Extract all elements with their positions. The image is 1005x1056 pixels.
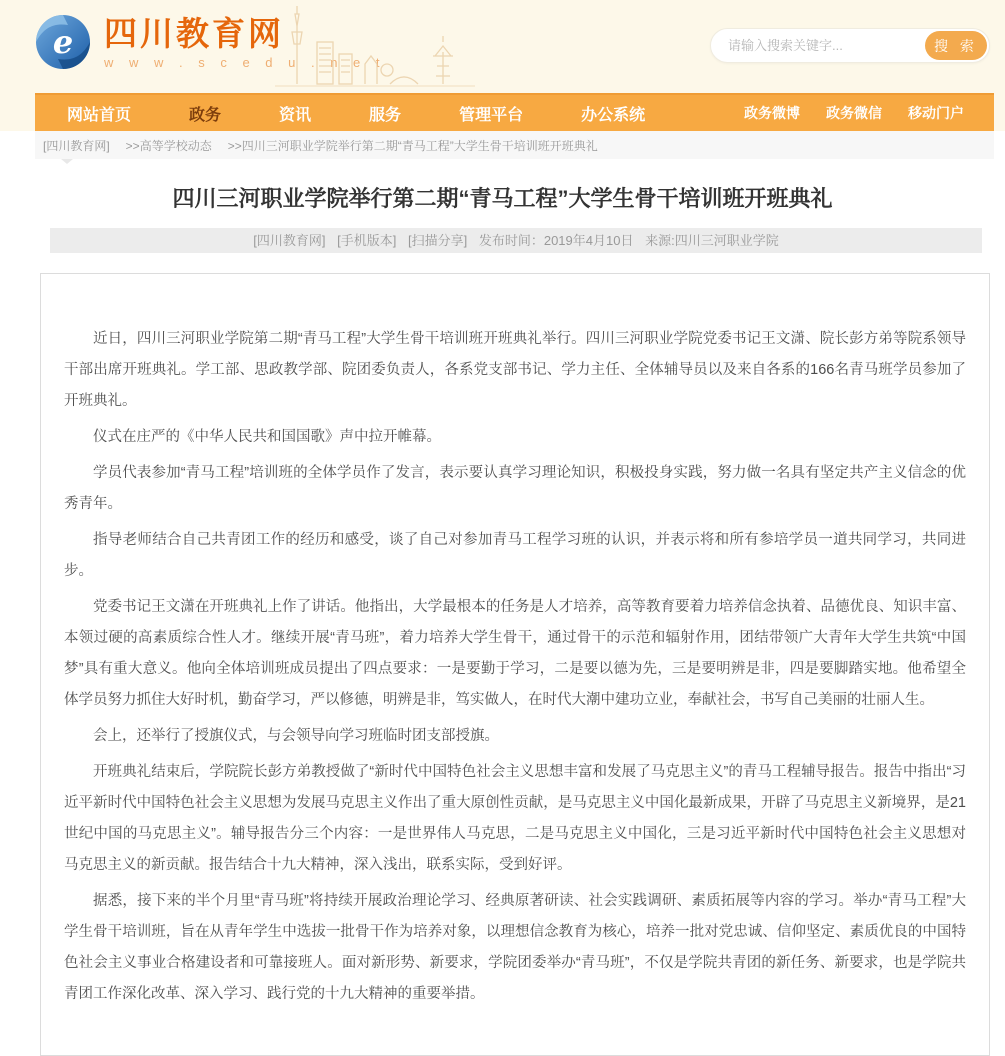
meta-scan-share-link[interactable]: [扫描分享] [407, 233, 468, 248]
breadcrumb-current: >>四川三河职业学院举行第二期“青马工程”大学生骨干培训班开班典礼 [227, 138, 598, 153]
article-paragraph: 指导老师结合自己共青团工作的经历和感受，谈了自己对参加青马工程学习班的认识，并表示将和所有参培学员一道共同学习，共同进步。 [64, 532, 966, 579]
meta-publish-time: 发布时间：2019年4月10日 [478, 233, 634, 248]
article-paragraph: 据悉，接下来的半个月里“青马班”将持续开展政治理论学习、经典原著研读、社会实践调研、素质拓展等内容的学习。举办“青马工程”大学生骨干培训班，旨在从青年学生中选拔一批骨干作为培养对象，以理想信念教育为核心，培养一批对党忠诚、信仰坚定、素质优良的中国特色社会主义事业合格建设者和可靠接班人。面对新形势、新要求，学院团委举办“青马班”，不仅是学院共青团的新任务、新要求，也是学院共青团工作深化改革、深入学习、践行党的十九大精神的重要举措。 [64, 893, 966, 1002]
nav-item-government[interactable]: 政务 [189, 106, 222, 124]
article-paragraph: 学员代表参加“青马工程”培训班的全体学员作了发言，表示要认真学习理论知识，积极投身实践，努力做一名具有坚定共产主义信念的优秀青年。 [64, 465, 966, 512]
nav-item-gov-wechat[interactable]: 政务微信 [826, 105, 882, 121]
article-paragraph: 开班典礼结束后，学院院长彭方弟教授做了“新时代中国特色社会主义思想丰富和发展了马克思主义”的青马工程辅导报告。报告中指出“习近平新时代中国特色社会主义思想为发展马克思主义作出了重大原创性贡献，是马克思主义中国化最新成果，开辟了马克思主义新境界，是21世纪中国的马克思主义”。辅导报告分三个内容：一是世界伟人马克思，二是马克思主义中国化，三是习近平新时代中国特色社会主义思想对马克思主义的新贡献。报告结合十九大精神，深入浅出，联系实际，受到好评。 [64, 764, 966, 873]
logo-swirl-icon [34, 13, 92, 71]
nav-item-office-system[interactable]: 办公系统 [581, 106, 646, 124]
nav-item-news[interactable]: 资讯 [279, 106, 312, 124]
city-skyline-art [275, 4, 475, 89]
article-paragraph: 近日，四川三河职业学院第二期“青马工程”大学生骨干培训班开班典礼举行。四川三河职业学院党委书记王文潇、院长彭方弟等院系领导干部出席开班典礼。学工部、思政教学部、院团委负责人，各系党支部书记、学力主任、全体辅导员以及来自各系的166名青马班学员参加了开班典礼。 [64, 331, 966, 409]
search-button[interactable]: 搜 索 [925, 31, 987, 60]
nav-left-group [35, 102, 645, 125]
article-paragraph: 仪式在庄严的《中华人民共和国国歌》声中拉开帷幕。 [93, 429, 441, 445]
nav-item-mobile-portal[interactable]: 移动门户 [908, 105, 964, 121]
meta-source: 来源:四川三河职业学院 [645, 233, 779, 248]
svg-text:e: e [52, 23, 74, 61]
site-header [0, 0, 1005, 131]
article-body [40, 273, 990, 1056]
nav-item-service[interactable]: 服务 [369, 106, 402, 124]
breadcrumb-notch [61, 159, 73, 164]
nav-right-group [744, 103, 994, 123]
breadcrumb-site[interactable]: [四川教育网] [43, 138, 110, 153]
article-paragraph: 会上，还举行了授旗仪式，与会领导向学习班临时团支部授旗。 [93, 728, 499, 744]
breadcrumb-section[interactable]: >>高等学校动态 [125, 138, 212, 153]
article-paragraph: 党委书记王文潇在开班典礼上作了讲话。他指出，大学最根本的任务是人才培养，高等教育要着力培养信念执着、品德优良、知识丰富、本领过硬的高素质综合性人才。继续开展“青马班”，着力培养大学生骨干，通过骨干的示范和辐射作用，团结带领广大青年大学生共筑“中国梦”具有重大意义。他向全体培训班成员提出了四点要求：一是要勤于学习，二是要以德为先，三是要明辨是非，四是要脚踏实地。他希望全体学员努力抓住大好时机，勤奋学习，严以修德，明辨是非，笃实做人，在时代大潮中建功立业，奉献社会，书写自己美丽的壮丽人生。 [64, 599, 966, 708]
main-nav [35, 93, 994, 131]
meta-site-link[interactable]: [四川教育网] [253, 233, 326, 248]
search-bar [710, 28, 990, 63]
nav-item-gov-weibo[interactable]: 政务微博 [744, 105, 800, 121]
site-title: 四川教育网 [104, 14, 284, 52]
meta-mobile-link[interactable]: [手机版本] [337, 233, 397, 248]
breadcrumb [35, 131, 994, 159]
nav-item-home[interactable]: 网站首页 [67, 106, 132, 124]
nav-item-management-platform[interactable]: 管理平台 [459, 106, 524, 124]
site-url: w w w . s c e d u . n e t [104, 54, 386, 70]
page-title: 四川三河职业学院举行第二期“青马工程”大学生骨干培训班开班典礼 [172, 186, 833, 211]
article-meta [50, 228, 982, 253]
